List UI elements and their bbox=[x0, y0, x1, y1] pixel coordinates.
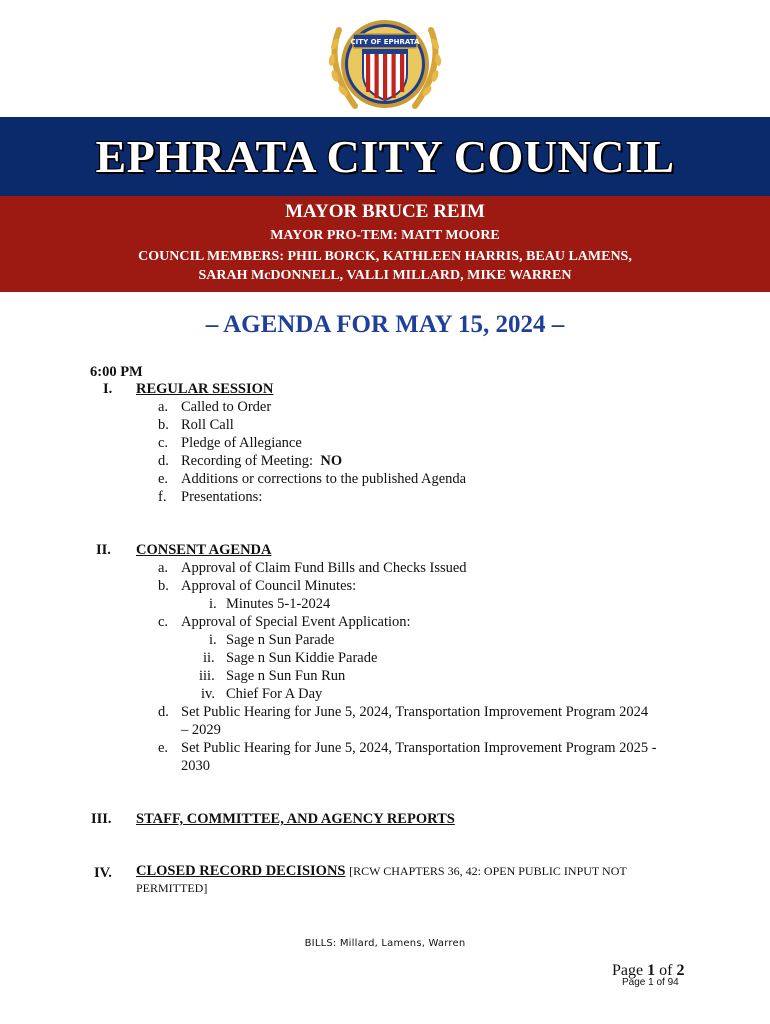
mayor-name: MAYOR BRUCE REIM bbox=[285, 201, 485, 222]
item-letter: e. bbox=[158, 471, 169, 487]
agenda-item: Approval of Special Event Application: bbox=[181, 614, 411, 630]
sub-item-numeral: i. bbox=[209, 632, 217, 648]
council-title: EPHRATA CITY COUNCIL bbox=[95, 131, 675, 182]
closed-record-note: [RCW CHAPTERS 36, 42: OPEN PUBLIC INPUT NOT bbox=[349, 864, 627, 878]
agenda-item: Set Public Hearing for June 5, 2024, Transportation Improvement Program 2025 - bbox=[181, 740, 657, 756]
closed-record-note-continuation: PERMITTED] bbox=[136, 881, 208, 895]
agenda-item: Approval of Claim Fund Bills and Checks Issued bbox=[181, 560, 467, 576]
closed-record-title: CLOSED RECORD DECISIONS bbox=[136, 863, 346, 879]
bills-signers: BILLS: Millard, Lamens, Warren bbox=[304, 938, 466, 949]
item-letter: f. bbox=[158, 489, 167, 505]
item-letter: a. bbox=[158, 560, 169, 576]
item-letter: c. bbox=[158, 614, 169, 630]
agenda-title: – AGENDA FOR MAY 15, 2024 – bbox=[205, 311, 565, 338]
agenda-item: Set Public Hearing for June 5, 2024, Transportation Improvement Program 2024 bbox=[181, 704, 649, 720]
agenda-sub-item: Minutes 5-1-2024 bbox=[226, 596, 331, 612]
agenda-sub-item: Sage n Sun Fun Run bbox=[226, 668, 346, 684]
item-letter: c. bbox=[158, 435, 169, 451]
page-total: 2 bbox=[676, 962, 685, 979]
page-current: 1 bbox=[647, 962, 656, 979]
recording-label: Recording of Meeting: bbox=[181, 453, 314, 469]
agenda-sub-item: Sage n Sun Parade bbox=[226, 632, 335, 648]
council-members-line-1: COUNCIL MEMBERS: PHIL BORCK, KATHLEEN HARRIS, BEAU LAMENS, bbox=[138, 249, 632, 264]
agenda-item: Called to Order bbox=[181, 399, 272, 415]
page-word: Page bbox=[612, 962, 644, 979]
item-letter: e. bbox=[158, 740, 169, 756]
agenda-item: Approval of Council Minutes: bbox=[181, 578, 357, 594]
agenda-item: Roll Call bbox=[181, 417, 234, 433]
meeting-time: 6:00 PM bbox=[90, 364, 143, 380]
agenda-item: Presentations: bbox=[181, 489, 263, 505]
agenda-item-continuation: 2030 bbox=[181, 758, 210, 774]
sub-item-numeral: iv. bbox=[201, 686, 215, 702]
agenda-sub-item: Sage n Sun Kiddie Parade bbox=[226, 650, 378, 666]
section-numeral: III. bbox=[91, 811, 112, 827]
agenda-item: Additions or corrections to the published Agenda bbox=[181, 471, 467, 487]
item-letter: b. bbox=[158, 417, 169, 433]
item-letter: d. bbox=[158, 704, 169, 720]
section-heading-closed-record bbox=[136, 863, 627, 880]
section-numeral: II. bbox=[96, 542, 111, 558]
section-numeral: I. bbox=[103, 381, 113, 397]
item-letter: a. bbox=[158, 399, 169, 415]
of-word: of bbox=[659, 962, 673, 979]
agenda-sub-item: Chief For A Day bbox=[226, 686, 323, 702]
item-letter: b. bbox=[158, 578, 169, 594]
agenda-item-continuation: – 2029 bbox=[181, 722, 221, 738]
section-heading-staff-reports: STAFF, COMMITTEE, AND AGENCY REPORTS bbox=[136, 811, 455, 827]
council-members-line-2: SARAH McDONNELL, VALLI MILLARD, MIKE WARREN bbox=[198, 268, 572, 283]
section-numeral: IV. bbox=[94, 865, 112, 881]
sub-item-numeral: iii. bbox=[199, 668, 215, 684]
sub-item-numeral: i. bbox=[209, 596, 217, 612]
recording-value: NO bbox=[320, 453, 343, 469]
section-heading-consent-agenda: CONSENT AGENDA bbox=[136, 542, 272, 558]
seal-text: CITY OF EPHRATA bbox=[350, 38, 420, 46]
section-heading-regular-session: REGULAR SESSION bbox=[136, 381, 274, 397]
sub-item-numeral: ii. bbox=[203, 650, 215, 666]
agenda-item: Pledge of Allegiance bbox=[181, 435, 302, 451]
packet-page-number: Page 1 of 94 bbox=[622, 977, 679, 988]
mayor-pro-tem: MAYOR PRO-TEM: MATT MOORE bbox=[270, 228, 500, 243]
agenda-item bbox=[181, 453, 342, 470]
item-letter: d. bbox=[158, 453, 169, 469]
